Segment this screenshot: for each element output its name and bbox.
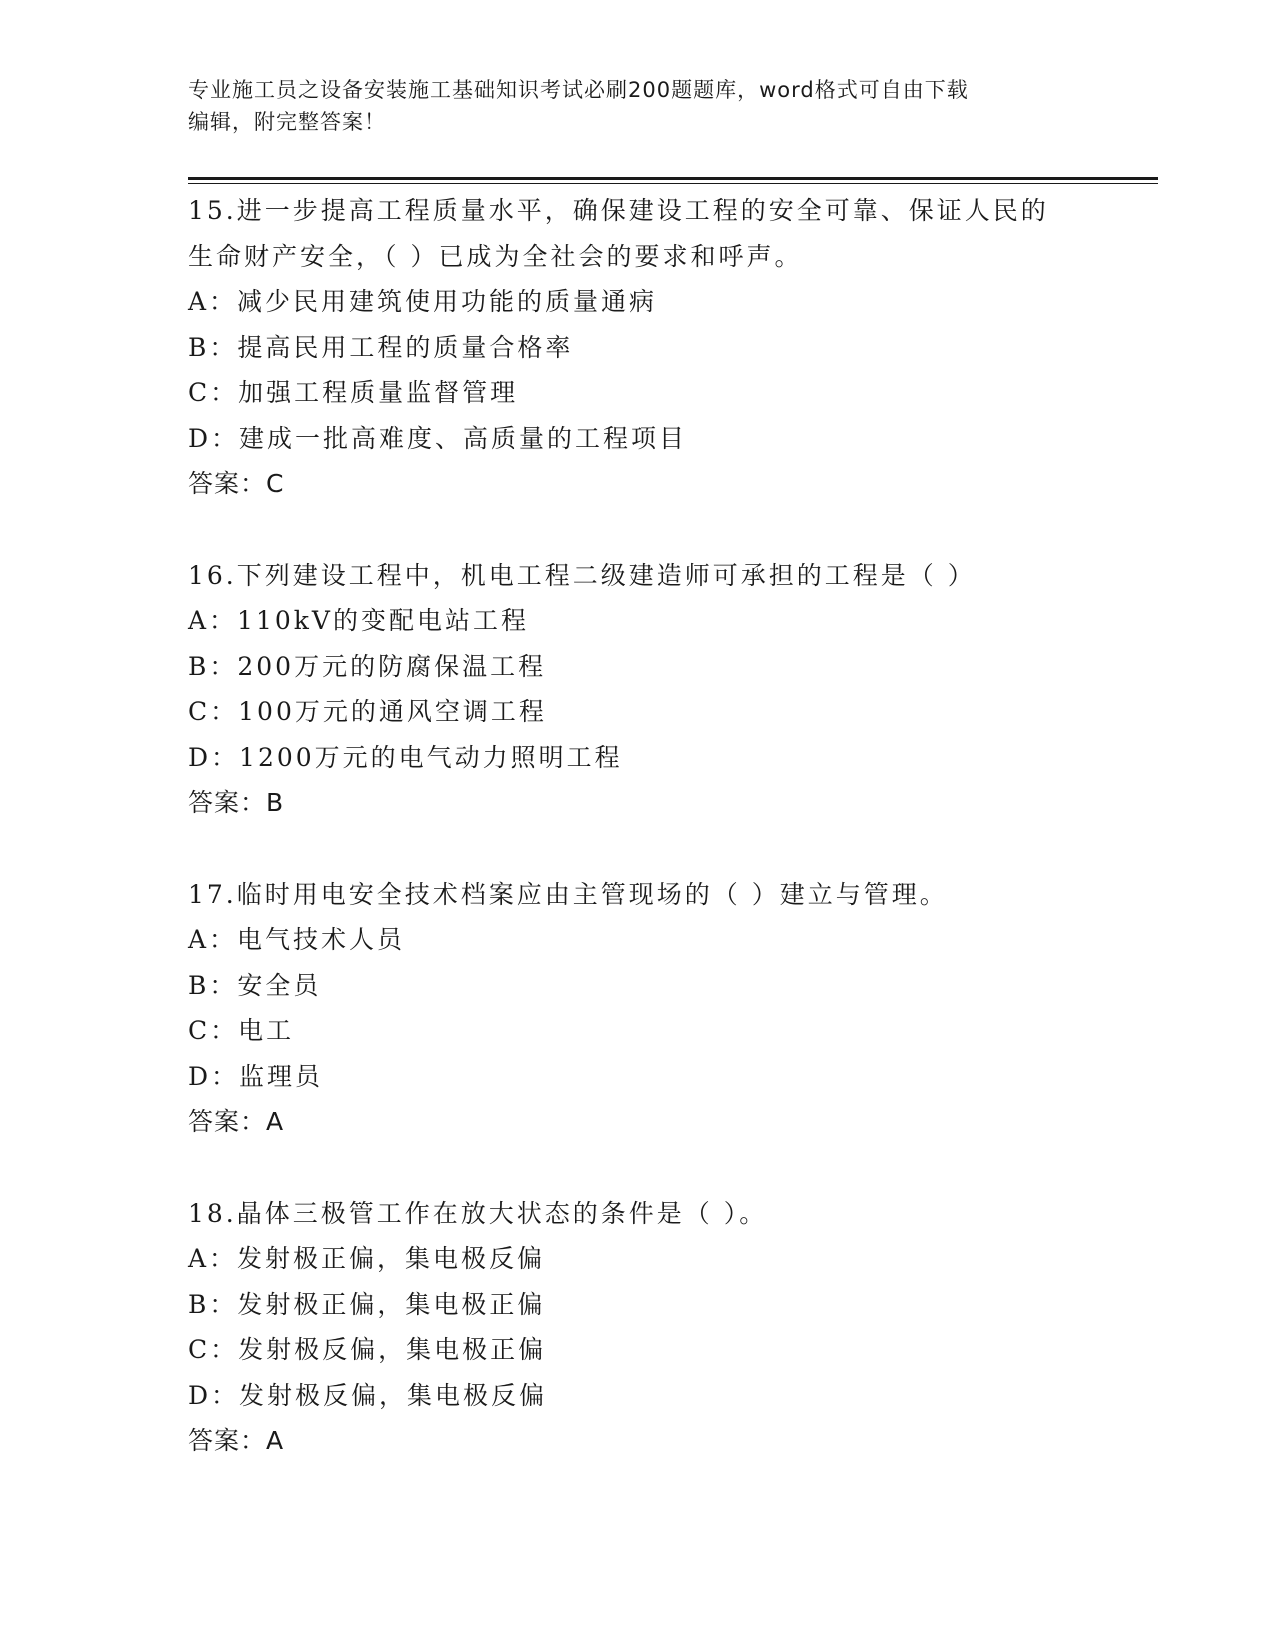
option-d: D：1200万元的电气动力照明工程 — [188, 742, 623, 772]
document-header — [188, 74, 1088, 138]
question-15 — [188, 188, 1148, 507]
question-18 — [188, 1191, 1148, 1464]
header-title-line-1: 专业施工员之设备安装施工基础知识考试必刷200题题库，word格式可自由下载 — [188, 78, 969, 102]
option-a: A：电气技术人员 — [188, 925, 406, 954]
option-c: C：电工 — [188, 1016, 295, 1045]
question-stem: 15.进一步提高工程质量水平，确保建设工程的安全可靠、保证人民的 — [188, 196, 1049, 225]
answer-text: 答案：A — [188, 1426, 285, 1455]
header-divider-thick — [188, 177, 1158, 180]
option-b: B：发射极正偏，集电极正偏 — [188, 1289, 546, 1319]
question-list — [188, 188, 1148, 1510]
option-c: C：100万元的通风空调工程 — [188, 697, 547, 726]
question-17 — [188, 872, 1148, 1145]
answer-text: 答案：B — [188, 788, 285, 817]
answer-text: 答案：C — [188, 469, 285, 498]
option-b: B：提高民用工程的质量合格率 — [188, 332, 574, 362]
question-16 — [188, 553, 1148, 826]
answer-text: 答案：A — [188, 1107, 285, 1136]
option-d: D：建成一批高难度、高质量的工程项目 — [188, 423, 688, 453]
option-a: A：发射极正偏，集电极反偏 — [188, 1244, 546, 1273]
option-d: D：监理员 — [188, 1061, 324, 1091]
header-divider-thin — [188, 183, 1158, 184]
option-c: C：加强工程质量监督管理 — [188, 378, 519, 407]
question-stem: 17.临时用电安全技术档案应由主管现场的（ ）建立与管理。 — [188, 879, 948, 909]
option-b: B：200万元的防腐保温工程 — [188, 651, 547, 681]
question-stem: 18.晶体三极管工作在放大状态的条件是（ ）。 — [188, 1198, 768, 1228]
option-a: A：减少民用建筑使用功能的质量通病 — [188, 287, 658, 316]
option-b: B：安全员 — [188, 970, 322, 1000]
option-c: C：发射极反偏，集电极正偏 — [188, 1335, 547, 1364]
option-a: A：110kV的变配电站工程 — [188, 606, 529, 635]
header-title-line-2: 编辑，附完整答案！ — [188, 110, 386, 134]
question-stem: 16.下列建设工程中，机电工程二级建造师可承担的工程是（ ） — [188, 560, 976, 590]
option-d: D：发射极反偏，集电极反偏 — [188, 1380, 548, 1410]
question-stem: 生命财产安全，（ ）已成为全社会的要求和呼声。 — [188, 241, 803, 271]
